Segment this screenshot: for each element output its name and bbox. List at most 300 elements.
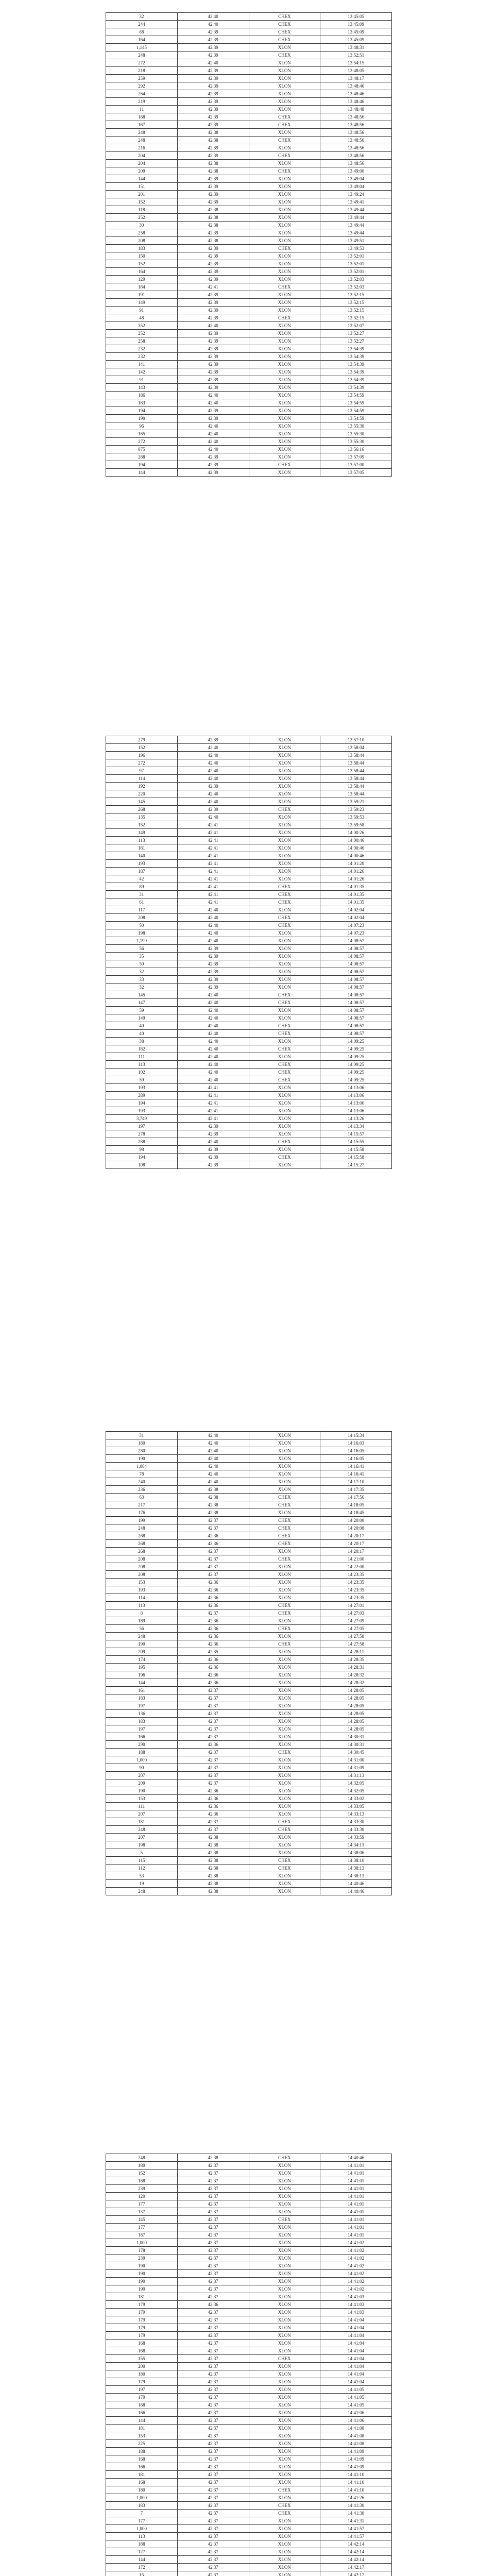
venue-cell: XLON xyxy=(249,2309,320,2316)
time-cell: 14:32:05 xyxy=(320,1780,392,1787)
price-cell: 42.39 xyxy=(177,67,249,75)
time-cell: 14:08:57 xyxy=(320,976,392,984)
table-row xyxy=(106,1749,392,1756)
time-cell: 14:18:05 xyxy=(320,1501,392,1509)
volume-cell: 272 xyxy=(106,438,178,446)
venue-cell: XLON xyxy=(249,2324,320,2332)
table-row xyxy=(106,814,392,821)
venue-cell: CHEX xyxy=(249,1640,320,1648)
venue-cell: CHEX xyxy=(249,461,320,469)
price-cell: 42.37 xyxy=(177,2170,249,2177)
table-row xyxy=(106,121,392,129)
table-row xyxy=(106,82,392,90)
venue-cell: XLON xyxy=(249,1053,320,1061)
time-cell: 14:41:05 xyxy=(320,2401,392,2409)
time-cell: 14:01:20 xyxy=(320,860,392,868)
volume-cell: 166 xyxy=(106,1733,178,1741)
table-row xyxy=(106,2417,392,2425)
venue-cell: XLON xyxy=(249,906,320,914)
price-cell: 42.41 xyxy=(177,1099,249,1107)
price-cell: 42.37 xyxy=(177,2285,249,2293)
table-row xyxy=(106,2378,392,2386)
volume-cell: 239 xyxy=(106,2255,178,2262)
time-cell: 14:41:57 xyxy=(320,2525,392,2533)
venue-cell: XLON xyxy=(249,1571,320,1579)
table-row xyxy=(106,798,392,806)
time-cell: 13:55:30 xyxy=(320,438,392,446)
price-cell: 42.38 xyxy=(177,1834,249,1841)
table-row xyxy=(106,1679,392,1687)
price-cell: 42.41 xyxy=(177,852,249,860)
time-cell: 13:52:01 xyxy=(320,252,392,260)
price-cell: 42.37 xyxy=(177,2262,249,2270)
volume-cell: 180 xyxy=(106,2162,178,2170)
price-cell: 42.41 xyxy=(177,283,249,291)
volume-cell: 272 xyxy=(106,759,178,767)
volume-cell: 194 xyxy=(106,1099,178,1107)
table-row xyxy=(106,2231,392,2239)
table-row xyxy=(106,1161,392,1169)
venue-cell: XLON xyxy=(249,960,320,968)
table-row xyxy=(106,1463,392,1470)
venue-cell: XLON xyxy=(249,1084,320,1092)
volume-cell: 264 xyxy=(106,90,178,98)
price-cell: 42.38 xyxy=(177,214,249,222)
volume-cell: 187 xyxy=(106,868,178,875)
time-cell: 13:52:27 xyxy=(320,330,392,337)
time-cell: 14:01:26 xyxy=(320,875,392,883)
volume-cell: 244 xyxy=(106,21,178,28)
table-row xyxy=(106,1586,392,1594)
table-row xyxy=(106,984,392,991)
venue-cell: XLON xyxy=(249,415,320,422)
table-row xyxy=(106,2533,392,2540)
volume-cell: 153 xyxy=(106,2432,178,2440)
trade-table-page-3 xyxy=(106,1431,392,1895)
price-cell: 42.40 xyxy=(177,21,249,28)
venue-cell: XLON xyxy=(249,1795,320,1803)
table-row xyxy=(106,1810,392,1818)
volume-cell: 1,199 xyxy=(106,937,178,945)
volume-cell: 182 xyxy=(106,1045,178,1053)
volume-cell: 152 xyxy=(106,198,178,206)
time-cell: 14:41:04 xyxy=(320,2378,392,2386)
time-cell: 14:41:06 xyxy=(320,2417,392,2425)
venue-cell: XLON xyxy=(249,361,320,368)
price-cell: 42.36 xyxy=(177,1532,249,1540)
volume-cell: 102 xyxy=(106,1069,178,1076)
time-cell: 14:13:06 xyxy=(320,1099,392,1107)
venue-cell: XLON xyxy=(249,1648,320,1656)
price-cell: 42.40 xyxy=(177,399,249,407)
price-cell: 42.40 xyxy=(177,1470,249,1478)
time-cell: 14:28:05 xyxy=(320,1687,392,1694)
venue-cell: XLON xyxy=(249,860,320,868)
volume-cell: 143 xyxy=(106,384,178,392)
volume-cell: 1,000 xyxy=(106,2525,178,2533)
venue-cell: XLON xyxy=(249,175,320,183)
volume-cell: 181 xyxy=(106,844,178,852)
table-row xyxy=(106,1594,392,1602)
venue-cell: XLON xyxy=(249,399,320,407)
venue-cell: XLON xyxy=(249,1687,320,1694)
venue-cell: XLON xyxy=(249,1880,320,1888)
price-cell: 42.37 xyxy=(177,1749,249,1756)
time-cell: 13:58:44 xyxy=(320,790,392,798)
table-row xyxy=(106,2401,392,2409)
price-cell: 42.39 xyxy=(177,407,249,415)
price-cell: 42.39 xyxy=(177,175,249,183)
price-cell: 42.40 xyxy=(177,999,249,1007)
volume-cell: 209 xyxy=(106,167,178,175)
venue-cell: CHEX xyxy=(249,2510,320,2517)
time-cell: 14:08:57 xyxy=(320,1022,392,1030)
price-cell: 42.40 xyxy=(177,906,249,914)
table-row xyxy=(106,976,392,984)
venue-cell: CHEX xyxy=(249,1517,320,1524)
price-cell: 42.40 xyxy=(177,1138,249,1146)
time-cell: 13:57:00 xyxy=(320,461,392,469)
volume-cell: 152 xyxy=(106,821,178,829)
venue-cell: XLON xyxy=(249,2455,320,2463)
volume-cell: 145 xyxy=(106,2216,178,2224)
venue-cell: XLON xyxy=(249,1617,320,1625)
volume-cell: 140 xyxy=(106,852,178,860)
time-cell: 14:20:17 xyxy=(320,1548,392,1555)
time-cell: 14:28:05 xyxy=(320,1694,392,1702)
table-row xyxy=(106,937,392,945)
venue-cell: CHEX xyxy=(249,1076,320,1084)
venue-cell: XLON xyxy=(249,953,320,960)
table-row xyxy=(106,2216,392,2224)
time-cell: 14:00:46 xyxy=(320,852,392,860)
price-cell: 42.41 xyxy=(177,899,249,906)
time-cell: 14:18:45 xyxy=(320,1509,392,1517)
time-cell: 13:52:15 xyxy=(320,314,392,322)
time-cell: 14:33:30 xyxy=(320,1826,392,1834)
venue-cell: XLON xyxy=(249,821,320,829)
trade-table xyxy=(106,736,392,1169)
time-cell: 14:27:09 xyxy=(320,1617,392,1625)
table-row xyxy=(106,1694,392,1702)
venue-cell: XLON xyxy=(249,844,320,852)
price-cell: 42.40 xyxy=(177,1061,249,1069)
price-cell: 42.37 xyxy=(177,2540,249,2548)
price-cell: 42.38 xyxy=(177,2154,249,2162)
volume-cell: 181 xyxy=(106,2293,178,2301)
price-cell: 42.39 xyxy=(177,152,249,160)
venue-cell: XLON xyxy=(249,744,320,752)
price-cell: 42.37 xyxy=(177,1694,249,1702)
volume-cell: 188 xyxy=(106,2540,178,2548)
volume-cell: 179 xyxy=(106,2324,178,2332)
time-cell: 13:54:39 xyxy=(320,384,392,392)
volume-cell: 192 xyxy=(106,783,178,790)
time-cell: 13:58:44 xyxy=(320,775,392,783)
time-cell: 14:28:05 xyxy=(320,1702,392,1710)
time-cell: 14:13:26 xyxy=(320,1115,392,1123)
venue-cell: XLON xyxy=(249,222,320,229)
table-row xyxy=(106,438,392,446)
time-cell: 13:54:39 xyxy=(320,345,392,353)
time-cell: 14:41:09 xyxy=(320,2448,392,2455)
volume-cell: 268 xyxy=(106,1540,178,1548)
venue-cell: XLON xyxy=(249,1432,320,1439)
time-cell: 14:09:25 xyxy=(320,1076,392,1084)
time-cell: 14:41:04 xyxy=(320,2347,392,2355)
venue-cell: XLON xyxy=(249,1834,320,1841)
volume-cell: 188 xyxy=(106,2177,178,2185)
venue-cell: XLON xyxy=(249,2471,320,2479)
volume-cell: 181 xyxy=(106,2471,178,2479)
venue-cell: XLON xyxy=(249,2370,320,2378)
venue-cell: CHEX xyxy=(249,13,320,21)
table-row xyxy=(106,1007,392,1014)
volume-cell: 209 xyxy=(106,1648,178,1656)
volume-cell: 97 xyxy=(106,767,178,775)
venue-cell: XLON xyxy=(249,1107,320,1115)
time-cell: 13:58:44 xyxy=(320,783,392,790)
table-row xyxy=(106,2278,392,2285)
time-cell: 14:30:45 xyxy=(320,1749,392,1756)
table-row xyxy=(106,945,392,953)
table-row xyxy=(106,2301,392,2309)
price-cell: 42.37 xyxy=(177,1818,249,1826)
price-cell: 42.36 xyxy=(177,2301,249,2309)
table-row xyxy=(106,353,392,361)
time-cell: 14:33:02 xyxy=(320,1795,392,1803)
price-cell: 42.39 xyxy=(177,144,249,152)
price-cell: 42.37 xyxy=(177,1718,249,1725)
time-cell: 13:48:46 xyxy=(320,82,392,90)
volume-cell: 184 xyxy=(106,283,178,291)
venue-cell: XLON xyxy=(249,2185,320,2193)
venue-cell: XLON xyxy=(249,2177,320,2185)
volume-cell: 112 xyxy=(106,1865,178,1872)
table-row xyxy=(106,206,392,214)
venue-cell: XLON xyxy=(249,353,320,361)
venue-cell: XLON xyxy=(249,1841,320,1849)
venue-cell: XLON xyxy=(249,1725,320,1733)
price-cell: 42.39 xyxy=(177,1146,249,1154)
time-cell: 14:33:05 xyxy=(320,1803,392,1810)
table-row xyxy=(106,759,392,767)
time-cell: 14:20:08 xyxy=(320,1524,392,1532)
price-cell: 42.39 xyxy=(177,229,249,237)
time-cell: 13:54:39 xyxy=(320,376,392,384)
time-cell: 14:21:00 xyxy=(320,1555,392,1563)
time-cell: 13:54:39 xyxy=(320,361,392,368)
time-cell: 14:27:03 xyxy=(320,1609,392,1617)
venue-cell: XLON xyxy=(249,2285,320,2293)
volume-cell: 1,145 xyxy=(106,44,178,52)
table-row xyxy=(106,1710,392,1718)
price-cell: 42.39 xyxy=(177,469,249,477)
price-cell: 42.40 xyxy=(177,1007,249,1014)
venue-cell: XLON xyxy=(249,106,320,113)
time-cell: 14:41:01 xyxy=(320,2193,392,2200)
venue-cell: XLON xyxy=(249,2231,320,2239)
table-row xyxy=(106,59,392,67)
volume-cell: 168 xyxy=(106,2479,178,2486)
table-row xyxy=(106,1865,392,1872)
volume-cell: 177 xyxy=(106,2517,178,2525)
price-cell: 42.39 xyxy=(177,960,249,968)
volume-cell: 40 xyxy=(106,1030,178,1038)
venue-cell: CHEX xyxy=(249,1826,320,1834)
time-cell: 14:42:14 xyxy=(320,2556,392,2564)
time-cell: 13:52:03 xyxy=(320,276,392,283)
volume-cell: 15 xyxy=(106,2571,178,2576)
volume-cell: 181 xyxy=(106,1818,178,1826)
time-cell: 14:42:17 xyxy=(320,2564,392,2571)
venue-cell: XLON xyxy=(249,2564,320,2571)
venue-cell: XLON xyxy=(249,322,320,330)
venue-cell: XLON xyxy=(249,2293,320,2301)
time-cell: 14:41:08 xyxy=(320,2440,392,2448)
time-cell: 14:01:35 xyxy=(320,883,392,891)
volume-cell: 32 xyxy=(106,984,178,991)
table-row xyxy=(106,152,392,160)
time-cell: 14:02:04 xyxy=(320,906,392,914)
volume-cell: 186 xyxy=(106,392,178,399)
time-cell: 14:28:11 xyxy=(320,1648,392,1656)
price-cell: 42.38 xyxy=(177,1888,249,1895)
table-row xyxy=(106,160,392,167)
volume-cell: 113 xyxy=(106,2533,178,2540)
table-row xyxy=(106,1625,392,1633)
volume-cell: 166 xyxy=(106,2409,178,2417)
venue-cell: XLON xyxy=(249,1872,320,1880)
price-cell: 42.37 xyxy=(177,2502,249,2510)
price-cell: 42.39 xyxy=(177,783,249,790)
volume-cell: 179 xyxy=(106,2309,178,2316)
time-cell: 13:52:15 xyxy=(320,307,392,314)
table-row xyxy=(106,1501,392,1509)
price-cell: 42.41 xyxy=(177,891,249,899)
table-row xyxy=(106,2455,392,2463)
volume-cell: 208 xyxy=(106,237,178,245)
table-row xyxy=(106,1540,392,1548)
table-row xyxy=(106,1818,392,1826)
volume-cell: 179 xyxy=(106,2378,178,2386)
volume-cell: 199 xyxy=(106,1517,178,1524)
venue-cell: XLON xyxy=(249,2525,320,2533)
price-cell: 42.37 xyxy=(177,1548,249,1555)
time-cell: 13:54:59 xyxy=(320,392,392,399)
volume-cell: 220 xyxy=(106,790,178,798)
table-row xyxy=(106,2479,392,2486)
time-cell: 14:41:01 xyxy=(320,2162,392,2170)
price-cell: 42.37 xyxy=(177,2200,249,2208)
venue-cell: XLON xyxy=(249,291,320,299)
venue-cell: XLON xyxy=(249,376,320,384)
venue-cell: XLON xyxy=(249,330,320,337)
volume-cell: 258 xyxy=(106,337,178,345)
volume-cell: 259 xyxy=(106,75,178,82)
time-cell: 14:16:03 xyxy=(320,1439,392,1447)
venue-cell: CHEX xyxy=(249,914,320,922)
venue-cell: XLON xyxy=(249,2432,320,2440)
price-cell: 42.39 xyxy=(177,106,249,113)
table-row xyxy=(106,1548,392,1555)
table-row xyxy=(106,98,392,106)
table-row xyxy=(106,806,392,814)
time-cell: 13:54:39 xyxy=(320,353,392,361)
table-row xyxy=(106,1432,392,1439)
time-cell: 14:28:31 xyxy=(320,1664,392,1671)
volume-cell: 194 xyxy=(106,461,178,469)
volume-cell: 3,749 xyxy=(106,1115,178,1123)
volume-cell: 207 xyxy=(106,1834,178,1841)
venue-cell: XLON xyxy=(249,1780,320,1787)
venue-cell: XLON xyxy=(249,206,320,214)
time-cell: 14:42:14 xyxy=(320,2540,392,2548)
time-cell: 14:41:04 xyxy=(320,2363,392,2370)
volume-cell: 111 xyxy=(106,1053,178,1061)
table-row xyxy=(106,1725,392,1733)
volume-cell: 167 xyxy=(106,121,178,129)
volume-cell: 177 xyxy=(106,2200,178,2208)
venue-cell: XLON xyxy=(249,2425,320,2432)
time-cell: 13:49:44 xyxy=(320,229,392,237)
table-row xyxy=(106,1664,392,1671)
volume-cell: 198 xyxy=(106,929,178,937)
price-cell: 42.36 xyxy=(177,1803,249,1810)
price-cell: 42.41 xyxy=(177,829,249,837)
volume-cell: 288 xyxy=(106,453,178,461)
venue-cell: XLON xyxy=(249,937,320,945)
table-row xyxy=(106,2193,392,2200)
price-cell: 42.39 xyxy=(177,976,249,984)
price-cell: 42.40 xyxy=(177,59,249,67)
time-cell: 14:07:23 xyxy=(320,922,392,929)
time-cell: 14:41:10 xyxy=(320,2479,392,2486)
time-cell: 14:08:57 xyxy=(320,1014,392,1022)
table-row xyxy=(106,13,392,21)
venue-cell: XLON xyxy=(249,268,320,276)
venue-cell: XLON xyxy=(249,1633,320,1640)
table-row xyxy=(106,2363,392,2370)
table-row xyxy=(106,129,392,137)
volume-cell: 204 xyxy=(106,152,178,160)
time-cell: 13:48:56 xyxy=(320,144,392,152)
volume-cell: 1,000 xyxy=(106,1756,178,1764)
price-cell: 42.37 xyxy=(177,2479,249,2486)
table-row xyxy=(106,991,392,999)
price-cell: 42.37 xyxy=(177,2517,249,2525)
venue-cell: CHEX xyxy=(249,999,320,1007)
table-row xyxy=(106,1030,392,1038)
volume-cell: 181 xyxy=(106,2425,178,2432)
time-cell: 13:49:51 xyxy=(320,237,392,245)
venue-cell: XLON xyxy=(249,1439,320,1447)
venue-cell: XLON xyxy=(249,1664,320,1671)
time-cell: 14:30:31 xyxy=(320,1733,392,1741)
table-row xyxy=(106,1478,392,1486)
time-cell: 14:08:57 xyxy=(320,960,392,968)
volume-cell: 151 xyxy=(106,183,178,191)
venue-cell: XLON xyxy=(249,129,320,137)
table-row xyxy=(106,891,392,899)
venue-cell: XLON xyxy=(249,1007,320,1014)
volume-cell: 207 xyxy=(106,1772,178,1780)
table-row xyxy=(106,1107,392,1115)
venue-cell: XLON xyxy=(249,2170,320,2177)
volume-cell: 117 xyxy=(106,906,178,914)
table-row xyxy=(106,1780,392,1787)
venue-cell: XLON xyxy=(249,814,320,821)
